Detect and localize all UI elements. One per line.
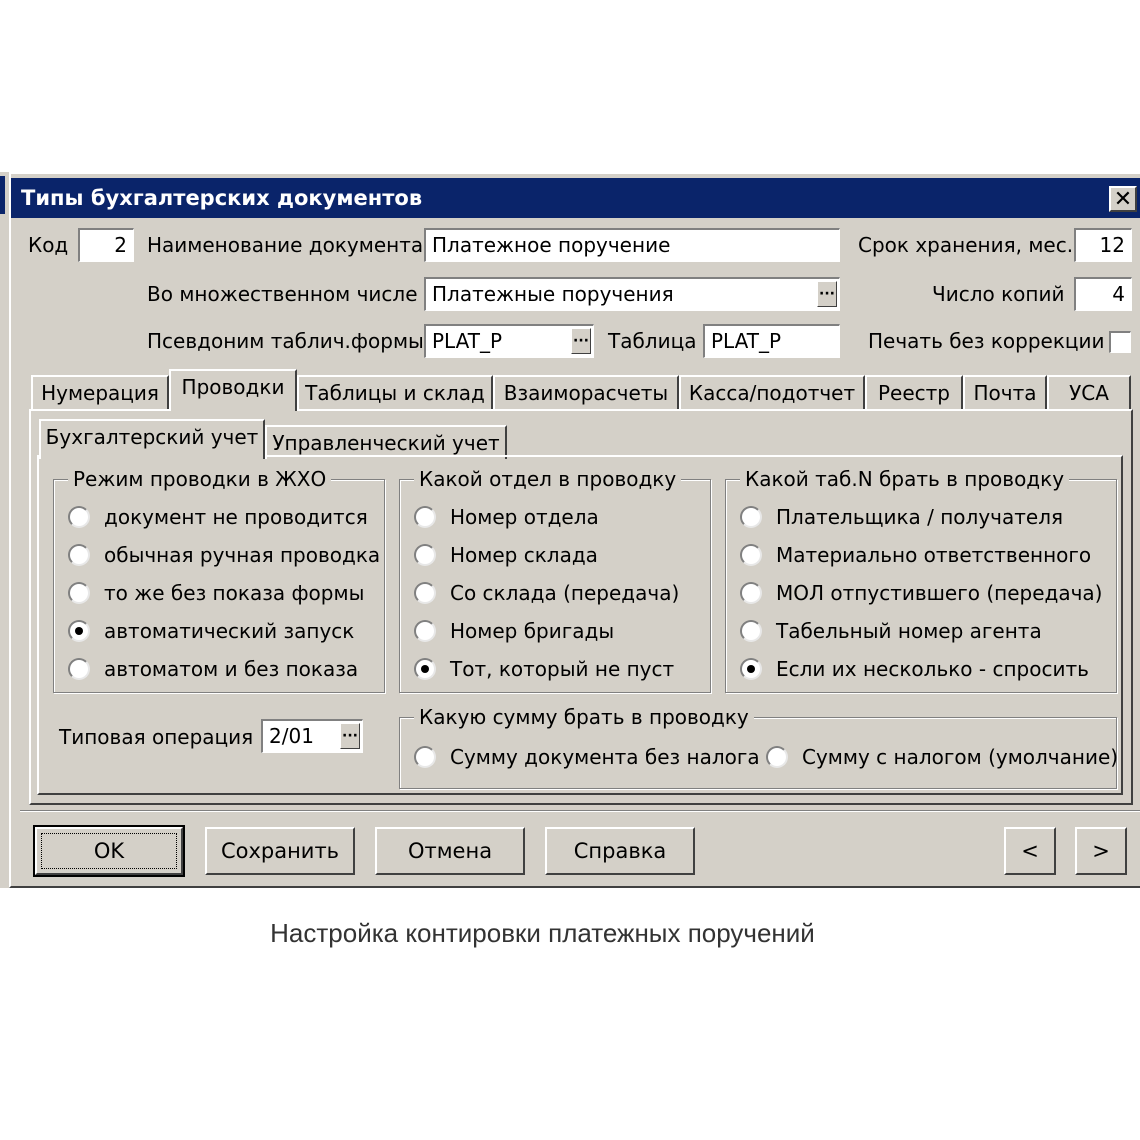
plural-field[interactable]: [424, 277, 840, 311]
radio-label: документ не проводится: [104, 505, 368, 529]
button-separator: [20, 810, 1140, 812]
copies-field[interactable]: 4: [1074, 277, 1132, 311]
help-button[interactable]: Справка: [545, 827, 695, 875]
radio-button[interactable]: [414, 620, 436, 642]
focus-ring: [41, 833, 177, 869]
mode-group-title: Режим проводки в ЖХО: [68, 465, 331, 493]
print-checkbox[interactable]: [1109, 331, 1131, 353]
window-title: Типы бухгалтерских документов: [21, 186, 423, 210]
alias-browse-button[interactable]: ···: [571, 328, 591, 354]
radio-button[interactable]: [740, 544, 762, 566]
storage-field[interactable]: 12: [1074, 228, 1132, 262]
radio-button[interactable]: [414, 544, 436, 566]
plural-value: Платежные поручения: [432, 282, 674, 306]
sum-group: [399, 705, 1119, 789]
typical-op-label: Типовая операция: [59, 725, 254, 749]
kod-field[interactable]: 2: [78, 228, 134, 262]
alias-value: PLAT_P: [432, 329, 503, 353]
subtab-accounting[interactable]: Бухгалтерский учет: [39, 419, 265, 459]
dialog-window: [9, 172, 1140, 888]
cancel-button[interactable]: Отмена: [375, 827, 525, 875]
tab-cash[interactable]: Касса/подотчет: [679, 375, 865, 409]
prev-button[interactable]: <: [1004, 827, 1056, 875]
radio-label: Со склада (передача): [450, 581, 680, 605]
ok-button-label: OK: [93, 839, 125, 863]
radio-button[interactable]: [414, 746, 436, 768]
radio-label: Плательщика / получателя: [776, 505, 1064, 529]
radio-button[interactable]: [414, 506, 436, 528]
tabn-group: [725, 467, 1117, 693]
radio-button[interactable]: [766, 746, 788, 768]
title-bar: [11, 178, 1140, 218]
radio-button[interactable]: [68, 544, 90, 566]
department-group: [399, 467, 711, 693]
radio-label: Сумму с налогом (умолчание): [802, 745, 1119, 769]
alias-field[interactable]: [424, 324, 594, 358]
radio-label: автоматом и без показа: [104, 657, 359, 681]
radio-button[interactable]: [68, 658, 90, 680]
radio-label: обычная ручная проводка: [104, 543, 381, 567]
tab-postings[interactable]: Проводки: [169, 369, 297, 411]
tab-usa[interactable]: УСА: [1047, 375, 1131, 409]
radio-label: Если их несколько - спросить: [776, 657, 1089, 681]
print-label: Печать без коррекции: [868, 329, 1105, 353]
radio-button[interactable]: [68, 506, 90, 528]
sum-group-title: Какую сумму брать в проводку: [414, 703, 754, 731]
ok-button[interactable]: [35, 827, 183, 875]
typical-op-value: 2/01: [269, 724, 314, 748]
radio-button-checked[interactable]: [414, 658, 436, 680]
radio-label: Материально ответственного: [776, 543, 1092, 567]
tab-mail[interactable]: Почта: [963, 375, 1047, 409]
typical-op-field[interactable]: [261, 719, 363, 753]
plural-browse-button[interactable]: ···: [817, 281, 837, 307]
radio-button[interactable]: [740, 620, 762, 642]
kod-label: Код: [28, 233, 69, 257]
close-button[interactable]: [1109, 186, 1137, 212]
radio-button-checked[interactable]: [740, 658, 762, 680]
tabn-group-title: Какой таб.N брать в проводку: [740, 465, 1069, 493]
save-button[interactable]: Сохранить: [205, 827, 355, 875]
radio-button[interactable]: [740, 506, 762, 528]
plural-label: Во множественном числе: [147, 282, 418, 306]
close-icon: ✕: [1113, 187, 1133, 212]
radio-button[interactable]: [68, 582, 90, 604]
copies-label: Число копий: [932, 282, 1065, 306]
radio-label: автоматический запуск: [104, 619, 355, 643]
radio-button-checked[interactable]: [68, 620, 90, 642]
tab-tables-warehouse[interactable]: Таблицы и склад: [297, 375, 493, 409]
subtab-management[interactable]: Управленческий учет: [265, 425, 507, 459]
tab-numbering[interactable]: Нумерация: [31, 375, 169, 409]
table-label: Таблица: [608, 329, 697, 353]
tab-registry[interactable]: Реестр: [865, 375, 963, 409]
next-button[interactable]: >: [1075, 827, 1127, 875]
alias-label: Псевдоним таблич.формы: [147, 329, 424, 353]
tab-settlements[interactable]: Взаиморасчеты: [493, 375, 679, 409]
radio-label: Сумму документа без налога: [450, 745, 760, 769]
typical-op-browse-button[interactable]: ···: [340, 723, 360, 749]
radio-label: Тот, который не пуст: [450, 657, 675, 681]
radio-label: МОЛ отпустившего (передача): [776, 581, 1103, 605]
radio-label: то же без показа формы: [104, 581, 365, 605]
radio-label: Номер отдела: [450, 505, 599, 529]
department-group-title: Какой отдел в проводку: [414, 465, 681, 493]
postings-tab-panel: [29, 409, 1133, 805]
storage-label: Срок хранения, мес.: [858, 233, 1074, 257]
mode-group: [53, 467, 385, 693]
accounting-subpanel: [37, 455, 1123, 795]
radio-button[interactable]: [414, 582, 436, 604]
radio-label: Табельный номер агента: [776, 619, 1042, 643]
radio-label: Номер бригады: [450, 619, 615, 643]
caption-text: Настройка контировки платежных поручений: [270, 918, 815, 948]
table-field[interactable]: PLAT_P: [703, 324, 840, 358]
name-label: Наименование документа: [147, 233, 424, 257]
radio-label: Номер склада: [450, 543, 598, 567]
radio-button[interactable]: [740, 582, 762, 604]
name-field[interactable]: Платежное поручение: [424, 228, 840, 262]
background-window-titlebar: [0, 176, 5, 214]
